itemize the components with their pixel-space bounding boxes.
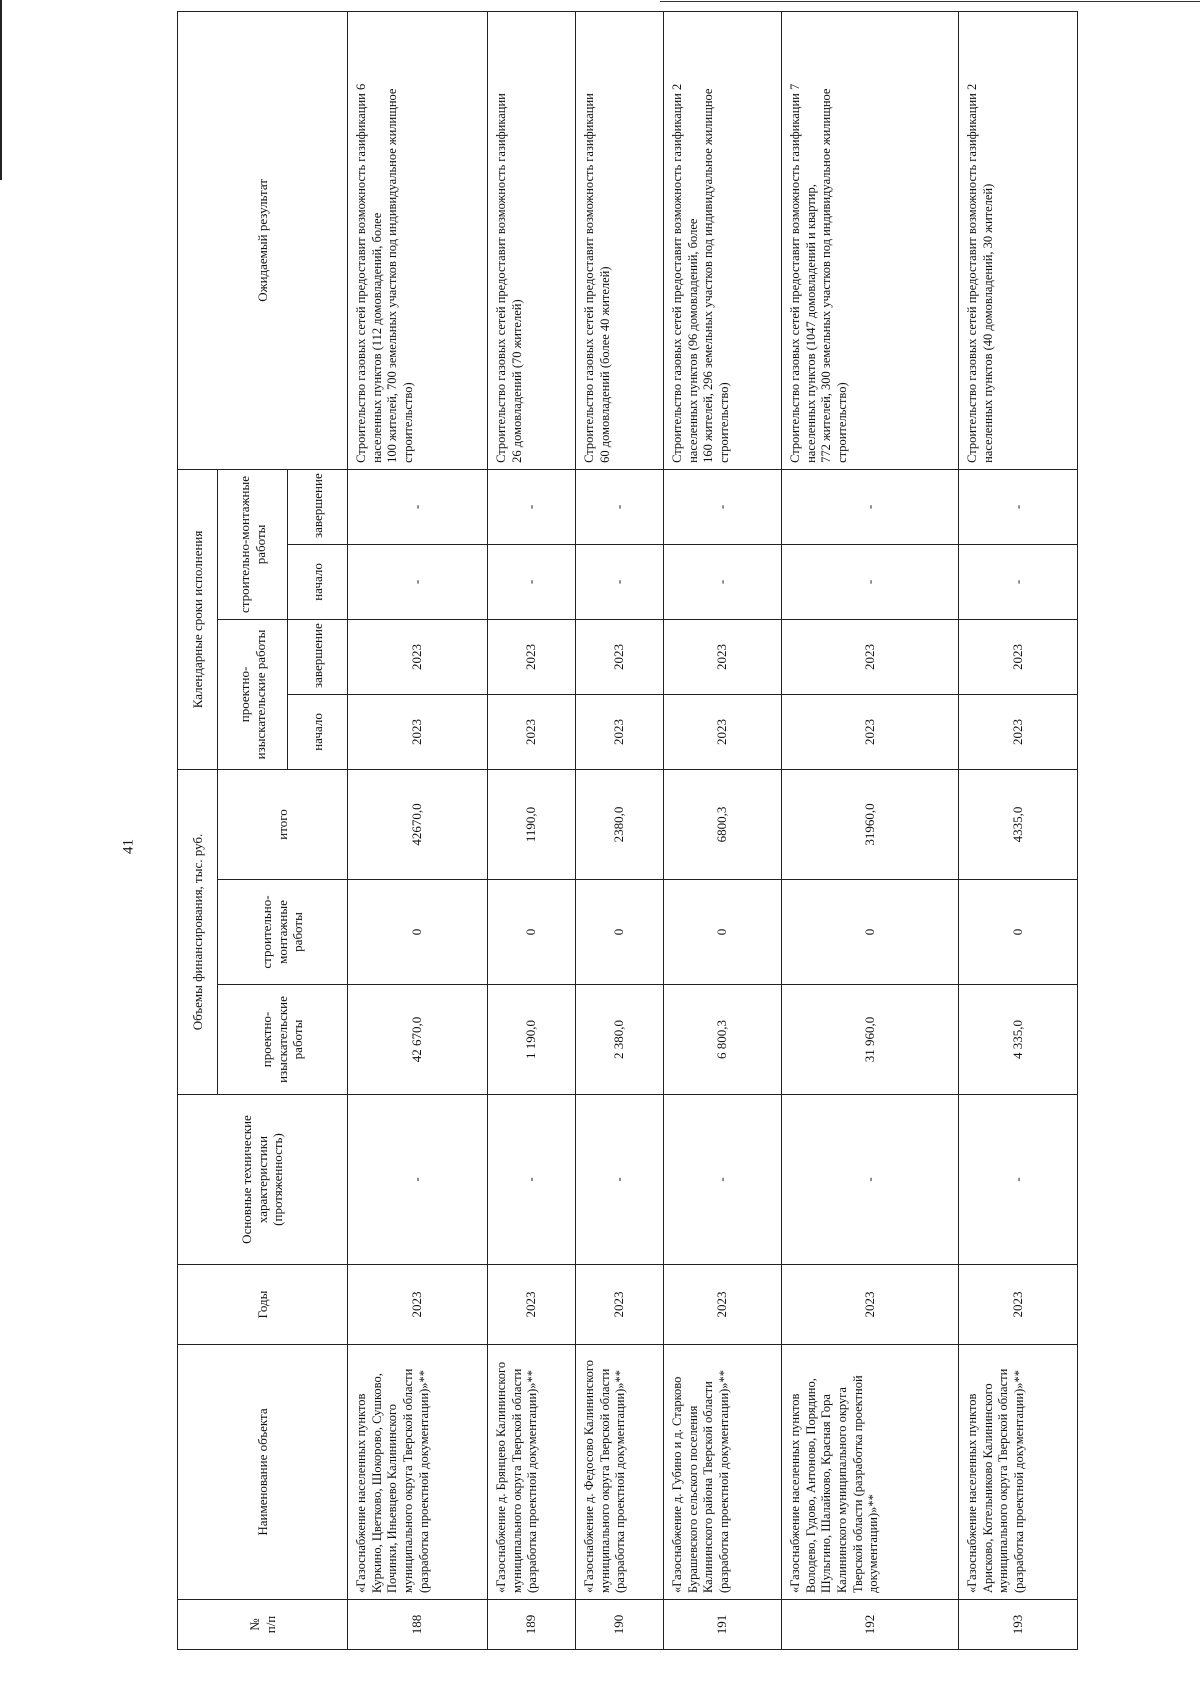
row-constr-start: - [664,544,782,619]
row-design-start: 2023 [959,694,1078,769]
table-row [348,11,488,1649]
table-row [782,11,959,1649]
row-design-end: 2023 [782,619,959,694]
row-result: Строительство газовых сетей предоставит возможность газификации 6 населенных пунктов (112 домовладений, более 100 жителей, 700 земельных участков под индивидуальное жилищное строительство) [348,11,488,469]
row-result: Строительство газовых сетей предоставит возможность газификации 26 домовладений (70 жителей) [488,11,576,469]
header-characteristics: Основные технические характеристики (протяженность) [178,1095,348,1265]
header-constr-start: начало [288,544,348,619]
row-fin-construction: 0 [576,880,664,985]
row-num: 193 [959,1600,1078,1650]
page-number: 41 [120,839,137,854]
row-constr-end: - [488,469,576,544]
row-design-start: 2023 [782,694,959,769]
row-object-name: «Газоснабжение д. Брянцево Калининского муниципального округа Тверской области (разработка проектной документации)»** [488,1345,576,1600]
row-object-name: «Газоснабжение населенных пунктов Володево, Гудово, Антоново, Порядино, Шульгино, Шалайково, Красная Гора Калининского муниципального округа Тверской области (разработка проектной документации)»** [782,1345,959,1600]
row-fin-design: 6 800,3 [664,985,782,1095]
row-year: 2023 [576,1265,664,1345]
row-fin-total: 2380,0 [576,769,664,879]
row-fin-design: 1 190,0 [488,985,576,1095]
row-design-start: 2023 [576,694,664,769]
table-row [488,11,576,1649]
row-fin-total: 6800,3 [664,769,782,879]
row-year: 2023 [782,1265,959,1345]
row-fin-total: 4335,0 [959,769,1078,879]
row-fin-design: 4 335,0 [959,985,1078,1095]
row-num: 189 [488,1600,576,1650]
row-design-end: 2023 [959,619,1078,694]
header-fin-total: итого [218,769,348,879]
row-characteristics: - [488,1095,576,1265]
row-result: Строительство газовых сетей предоставит возможность газификации 2 населенных пунктов (40 домовладений, 30 жителей) [959,11,1078,469]
row-design-end: 2023 [488,619,576,694]
header-years: Годы [178,1265,348,1345]
header-design-end: завершение [288,619,348,694]
scan-edge-line [0,0,2,180]
row-characteristics: - [664,1095,782,1265]
row-design-start: 2023 [664,694,782,769]
row-object-name: «Газоснабжение населенных пунктов Арисково, Котельниково Калининского муниципального округа Тверской области (разработка проектной документации)»** [959,1345,1078,1600]
row-constr-end: - [959,469,1078,544]
row-characteristics: - [782,1095,959,1265]
row-constr-end: - [348,469,488,544]
row-constr-start: - [959,544,1078,619]
row-year: 2023 [348,1265,488,1345]
table-body [348,11,1078,1649]
row-design-end: 2023 [664,619,782,694]
row-fin-total: 42670,0 [348,769,488,879]
row-constr-start: - [782,544,959,619]
row-result: Строительство газовых сетей предоставит возможность газификации 7 населенных пунктов (1047 домовладений и квартир, 772 жителей, 300 земельных участков под индивидуальное жилищное строительство) [782,11,959,469]
table-row [576,11,664,1649]
row-fin-total: 31960,0 [782,769,959,879]
table-header [178,11,348,1649]
row-num: 188 [348,1600,488,1650]
rotated-table-container [177,62,1077,1650]
row-fin-construction: 0 [664,880,782,985]
row-constr-start: - [576,544,664,619]
row-constr-end: - [782,469,959,544]
row-fin-design: 42 670,0 [348,985,488,1095]
row-constr-start: - [488,544,576,619]
row-fin-construction: 0 [488,880,576,985]
row-design-end: 2023 [576,619,664,694]
row-fin-construction: 0 [959,880,1078,985]
header-financing: Объемы финансирования, тыс. руб. [178,769,218,1094]
row-fin-total: 1190,0 [488,769,576,879]
row-object-name: «Газоснабжение д. Федосово Калининского муниципального округа Тверской области (разработка проектной документации)»** [576,1345,664,1600]
row-characteristics: - [959,1095,1078,1265]
row-result: Строительство газовых сетей предоставит возможность газификации 2 населенных пунктов (96 домовладений, более 160 жителей, 296 земельных участков под индивидуальное жилищное строительство) [664,11,782,469]
header-fin-construction: строительно-монтажные работы [218,880,348,985]
row-fin-construction: 0 [348,880,488,985]
row-design-end: 2023 [348,619,488,694]
row-constr-end: - [664,469,782,544]
scan-top-line [660,1,1200,2]
header-calendar: Календарные сроки исполнения [178,469,218,769]
header-fin-design: проектно-изыскательские работы [218,985,348,1095]
header-num: № п/п [178,1600,348,1650]
row-fin-design: 31 960,0 [782,985,959,1095]
header-constr-end: завершение [288,469,348,544]
table-row [959,11,1078,1649]
row-num: 191 [664,1600,782,1650]
row-num: 192 [782,1600,959,1650]
row-result: Строительство газовых сетей предоставит возможность газификации 60 домовладений (более 40 жителей) [576,11,664,469]
objects-table [177,11,1078,1650]
header-design-start: начало [288,694,348,769]
header-cal-design: проектно-изыскательские работы [218,619,288,769]
row-year: 2023 [488,1265,576,1345]
row-design-start: 2023 [488,694,576,769]
row-object-name: «Газоснабжение населенных пунктов Куркино, Цветково, Шокорово, Сушково, Починки, Иньевцево Калининского муниципального округа Тверской области (разработка проектной документации)»** [348,1345,488,1600]
row-fin-construction: 0 [782,880,959,985]
row-constr-end: - [576,469,664,544]
row-year: 2023 [664,1265,782,1345]
header-name: Наименование объекта [178,1345,348,1600]
header-result: Ожидаемый результат [178,11,348,469]
row-num: 190 [576,1600,664,1650]
row-constr-start: - [348,544,488,619]
row-characteristics: - [576,1095,664,1265]
row-characteristics: - [348,1095,488,1265]
row-design-start: 2023 [348,694,488,769]
row-year: 2023 [959,1265,1078,1345]
header-cal-construction: строительно-монтажные работы [218,469,288,619]
table-row [664,11,782,1649]
row-object-name: «Газоснабжение д. Губино и д. Старково Бурашевского сельского поселения Калининского района Тверской области (разработка проектной документации)»** [664,1345,782,1600]
row-fin-design: 2 380,0 [576,985,664,1095]
